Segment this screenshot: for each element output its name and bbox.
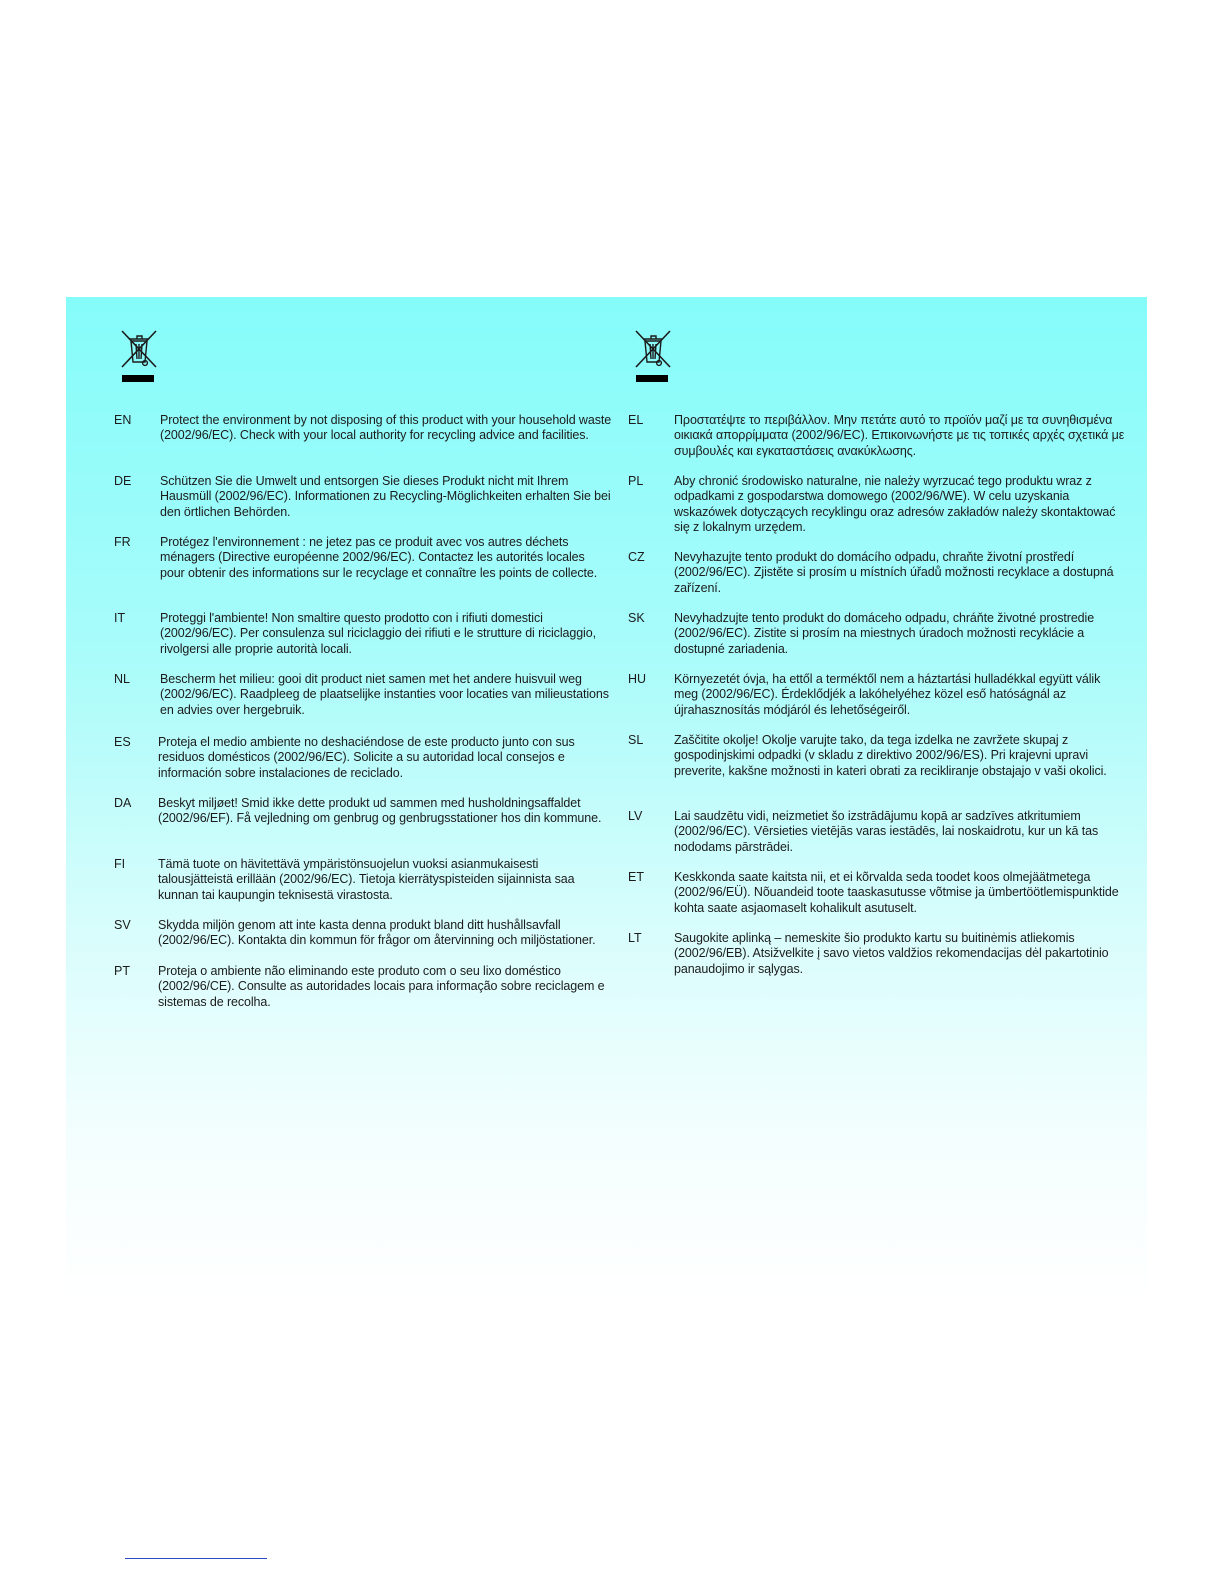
notice-text: Nevyhazujte tento produkt do domácího odpadu, chraňte životní prostředí (2002/96/EC). Zjistěte si prosím u místních úřadů možnosti recyklace a dostupná zařízení. (674, 550, 1114, 595)
recycling-notice-panel (66, 297, 1147, 1300)
notice-text: Protégez l'environnement : ne jetez pas ce produit avec vos autres déchets ménagers (Directive européenne 2002/96/EC). Contactez les autorités locales pour obtenir des informations sur le recyclage et connaître les points de collecte. (160, 535, 598, 580)
weee-bin-icon (633, 329, 673, 385)
language-code: SL (628, 733, 644, 747)
notice-text: Beskyt miljøet! Smid ikke dette produkt ud sammen med husholdningsaffaldet (2002/96/EF). Få vejledning om genbrug og genbrugsstationer hos din kommune. (158, 796, 602, 826)
language-code: PL (628, 474, 644, 488)
language-code: FR (114, 535, 131, 549)
notice-text: Proteggi l'ambiente! Non smaltire questo prodotto con i rifiuti domestici (2002/96/EC). Per consulenza sul riciclaggio dei rifiuti e le strutture di riciclaggio, rivolgersi alle proprie autorità locali. (160, 611, 596, 656)
notice-text: Aby chronić środowisko naturalne, nie należy wyrzucać tego produktu wraz z odpadkami z gospodarstwa domowego (2002/96/WE). W celu uzyskania wskazówek dotyczących recyklingu oraz adresów zakładów należy skontaktować się z lokalnym urzędem. (674, 474, 1116, 534)
notice-text: Lai saudzētu vidi, neizmetiet šo izstrādājumu kopā ar sadzīves atkritumiem (2002/96/EC). Vērsieties vietējās varas iestādēs, lai noskaidrotu, kur un kā tas nododams pārstrādei. (674, 809, 1099, 854)
notice-text: Tämä tuote on hävitettävä ympäristönsuojelun vuoksi asianmukaisesti talousjätteistä erillään (2002/96/EC). Tietoja kierrätyspisteiden sijainnista saa kunnan tai kaupungin teknisestä virastosta. (158, 857, 575, 902)
language-code: FI (114, 857, 126, 871)
notice-text: Környezetét óvja, ha ettől a terméktől nem a háztartási hulladékkal együtt válik meg (2002/96/EC). Érdeklődjék a lakóhelyéhez közel eső hatóságnál az újrahasznosítás módjáról és lehetőségeiről. (674, 672, 1101, 717)
language-code: ET (628, 870, 644, 884)
notice-text: Proteja el medio ambiente no deshaciéndose de este producto junto con sus residuos domésticos (2002/96/EC). Solicite a su autoridad local consejos e información sobre instalaciones de reciclado. (158, 735, 575, 780)
language-code: EN (114, 413, 132, 427)
language-code: CZ (628, 550, 645, 564)
notice-text: Προστατέψτε το περιβάλλον. Μην πετάτε αυτό το προϊόν μαζί με τα συνηθισμένα οικιακά απορρίμματα (2002/96/EC). Επικοινωνήστε με τις τοπικές αρχές σχετικά με συμβουλές και εγκαταστάσεις ανακύκλωσης. (674, 413, 1125, 458)
notice-text: Nevyhadzujte tento produkt do domáceho odpadu, chráňte životné prostredie (2002/96/EC). Zistite si prosím na miestnych úradoch možnosti recyklácie a dostupné zariadenia. (674, 611, 1095, 656)
language-code: DE (114, 474, 132, 488)
language-code: SK (628, 611, 645, 625)
language-code: NL (114, 672, 130, 686)
footer-rule (125, 1558, 267, 1559)
language-code: LT (628, 931, 642, 945)
notice-text: Saugokite aplinką – nemeskite šio produkto kartu su buitinėmis atliekomis (2002/96/EB). Atsižvelkite į savo vietos valdžios rekomendacijas dėl pakartotinio panaudojimo ir sąlygas. (674, 931, 1109, 976)
language-code: SV (114, 918, 131, 932)
language-code: PT (114, 964, 130, 978)
language-code: EL (628, 413, 644, 427)
notice-text: Proteja o ambiente não eliminando este produto com o seu lixo doméstico (2002/96/CE). Consulte as autoridades locais para informação sobre reciclagem e sistemas de recolha. (158, 964, 605, 1009)
weee-bin-icon (119, 329, 159, 385)
notice-text: Keskkonda saate kaitsta nii, et ei kõrvalda seda toodet koos olmejäätmetega (2002/96/EÜ). Nõuandeid toote taaskasutusse võtmise ja ümbertöötlemispunktide kohta saate asjaomaselt kohalikult asutuselt. (674, 870, 1119, 915)
language-code: HU (628, 672, 647, 686)
language-code: DA (114, 796, 132, 810)
notice-text: Protect the environment by not disposing of this product with your household waste (2002/96/EC). Check with your local authority for recycling advice and facilities. (160, 413, 612, 443)
language-code: LV (628, 809, 643, 823)
notice-text: Zaščitite okolje! Okolje varujte tako, da tega izdelka ne zavržete skupaj z gospodinjskimi odpadki (v skladu z direktivo 2002/96/ES). Pri krajevni upravi preverite, kakšne možnosti in kateri obrati za recikliranje obstajajo v vaši okolici. (674, 733, 1107, 778)
notice-text: Bescherm het milieu: gooi dit product niet samen met het andere huisvuil weg (2002/96/EC). Raadpleeg de plaatselijke instanties voor locaties van milieustations en advies over hergebruik. (160, 672, 609, 717)
notice-text: Skydda miljön genom att inte kasta denna produkt bland ditt hushållsavfall (2002/96/EC). Kontakta din kommun för frågor om återvinning och miljöstationer. (158, 918, 596, 948)
language-code: ES (114, 735, 131, 749)
language-code: IT (114, 611, 126, 625)
notice-text: Schützen Sie die Umwelt und entsorgen Sie dieses Produkt nicht mit Ihrem Hausmüll (2002/96/EC). Informationen zu Recycling-Möglichkeiten erhalten Sie bei den örtlichen Behörden. (160, 474, 611, 519)
